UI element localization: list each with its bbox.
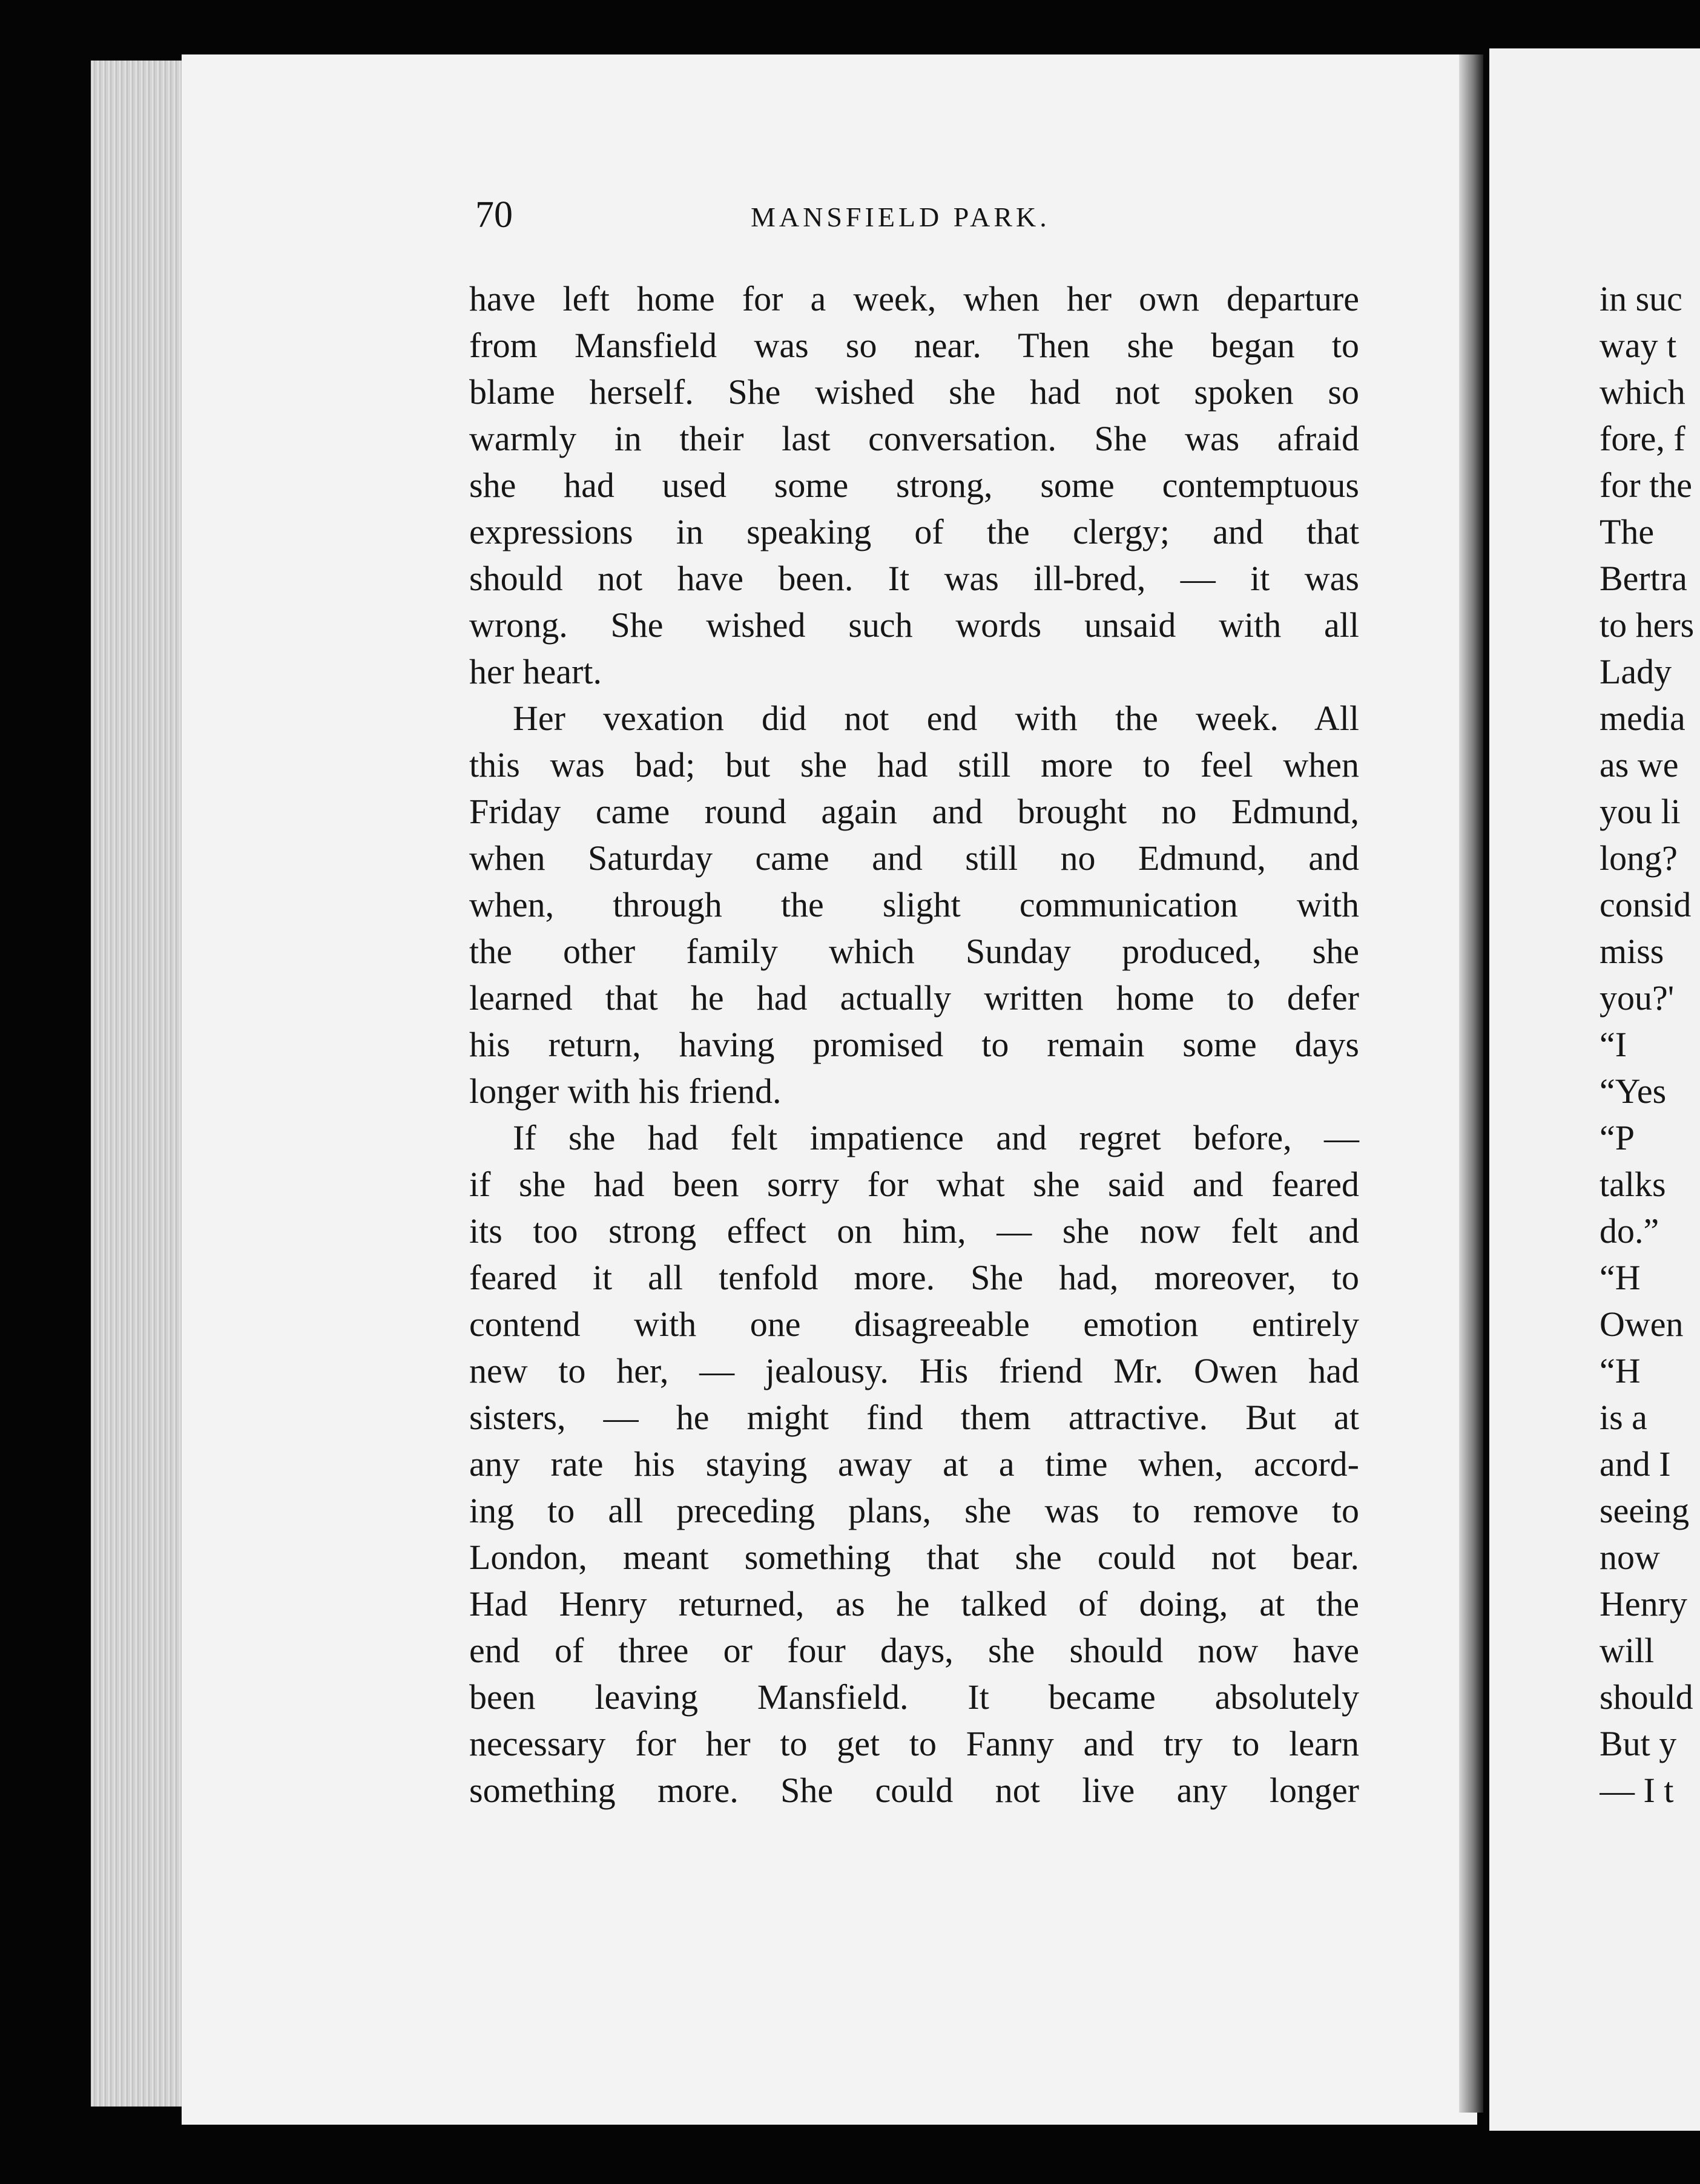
right-text-line: “Yes bbox=[1600, 1071, 1667, 1111]
text-line: feared it all tenfold more. She had, moreover, to bbox=[469, 1258, 1359, 1297]
right-text-line: do.” bbox=[1600, 1211, 1659, 1251]
text-line: something more. She could not live any longer bbox=[469, 1771, 1359, 1810]
right-text-line: long? bbox=[1600, 838, 1678, 878]
right-text-line: Owen bbox=[1600, 1304, 1684, 1344]
text-line: end of three or four days, she should now have bbox=[469, 1631, 1359, 1670]
right-text-line: — I t bbox=[1600, 1771, 1674, 1810]
text-line: the other family which Sunday produced, she bbox=[469, 932, 1359, 971]
right-text-line: you?' bbox=[1600, 978, 1675, 1018]
right-text-line: as we bbox=[1600, 745, 1679, 784]
text-line: when Saturday came and still no Edmund, and bbox=[469, 838, 1359, 878]
right-text-line: and I bbox=[1600, 1444, 1671, 1484]
right-text-line: is a bbox=[1600, 1398, 1647, 1437]
text-line: should not have been. It was ill-bred, — it was bbox=[469, 559, 1359, 598]
text-line: blame herself. She wished she had not spoken so bbox=[469, 372, 1359, 412]
text-line: her heart. bbox=[469, 652, 602, 691]
page-header bbox=[475, 194, 1359, 242]
text-line: been leaving Mansfield. It became absolutely bbox=[469, 1677, 1359, 1717]
text-line: London, meant something that she could not bear. bbox=[469, 1538, 1359, 1577]
text-line: its too strong effect on him, — she now felt and bbox=[469, 1211, 1359, 1251]
body-text bbox=[469, 275, 1359, 1814]
right-page-text bbox=[1600, 275, 1700, 1814]
text-line: wrong. She wished such words unsaid with all bbox=[469, 605, 1359, 645]
right-text-line: talks bbox=[1600, 1165, 1666, 1204]
text-line: have left home for a week, when her own departure bbox=[469, 279, 1359, 318]
right-text-line: for the bbox=[1600, 465, 1692, 505]
text-line: longer with his friend. bbox=[469, 1071, 782, 1111]
right-text-line: in suc bbox=[1600, 279, 1682, 318]
right-text-line: media bbox=[1600, 699, 1685, 738]
right-text-line: to hers bbox=[1600, 605, 1695, 645]
right-text-line: should bbox=[1600, 1677, 1693, 1717]
right-text-line: “H bbox=[1600, 1351, 1641, 1390]
text-line: when, through the slight communication with bbox=[469, 885, 1359, 924]
right-text-line: seeing bbox=[1600, 1491, 1690, 1530]
text-line: necessary for her to get to Fanny and try to learn bbox=[469, 1724, 1359, 1763]
text-line: If she had felt impatience and regret before, — bbox=[513, 1118, 1359, 1157]
text-line: she had used some strong, some contemptuous bbox=[469, 465, 1359, 505]
right-text-line: which bbox=[1600, 372, 1685, 412]
running-title: MANSFIELD PARK. bbox=[751, 202, 1050, 232]
text-line: expressions in speaking of the clergy; and that bbox=[469, 512, 1359, 551]
right-text-line: “P bbox=[1600, 1118, 1635, 1157]
right-text-line: consid bbox=[1600, 885, 1692, 924]
right-text-line: Henry bbox=[1600, 1584, 1687, 1623]
text-line: Had Henry returned, as he talked of doing, at the bbox=[469, 1584, 1359, 1623]
right-text-line: will bbox=[1600, 1631, 1655, 1670]
book-gutter bbox=[1459, 54, 1483, 2113]
right-text-line: Bertra bbox=[1600, 559, 1687, 598]
text-line: any rate his staying away at a time when, accord- bbox=[469, 1444, 1359, 1484]
text-line: new to her, — jealousy. His friend Mr. Owen had bbox=[469, 1351, 1359, 1390]
text-line: contend with one disagreeable emotion entirely bbox=[469, 1304, 1359, 1344]
right-text-line: Lady bbox=[1600, 652, 1672, 691]
right-text-line: you li bbox=[1600, 792, 1681, 831]
right-text-line: “H bbox=[1600, 1258, 1641, 1297]
text-line: sisters, — he might find them attractive. But at bbox=[469, 1398, 1359, 1437]
text-line: Her vexation did not end with the week. All bbox=[513, 699, 1359, 738]
page-edges bbox=[91, 61, 188, 2107]
page-number: 70 bbox=[475, 194, 513, 235]
text-line: from Mansfield was so near. Then she began to bbox=[469, 326, 1359, 365]
right-text-line: miss bbox=[1600, 932, 1664, 971]
right-text-line: But y bbox=[1600, 1724, 1677, 1763]
text-line: this was bad; but she had still more to feel when bbox=[469, 745, 1359, 784]
text-line: ing to all preceding plans, she was to remove to bbox=[469, 1491, 1359, 1530]
right-text-line: now bbox=[1600, 1538, 1660, 1577]
text-line: warmly in their last conversation. She was afraid bbox=[469, 419, 1359, 458]
right-text-line: “I bbox=[1600, 1025, 1627, 1064]
text-line: learned that he had actually written home to defer bbox=[469, 978, 1359, 1018]
right-text-line: The bbox=[1600, 512, 1655, 551]
text-line: Friday came round again and brought no Edmund, bbox=[469, 792, 1359, 831]
right-text-line: fore, f bbox=[1600, 419, 1685, 458]
right-text-line: way t bbox=[1600, 326, 1677, 365]
text-line: his return, having promised to remain some days bbox=[469, 1025, 1359, 1064]
text-line: if she had been sorry for what she said and feared bbox=[469, 1165, 1359, 1204]
